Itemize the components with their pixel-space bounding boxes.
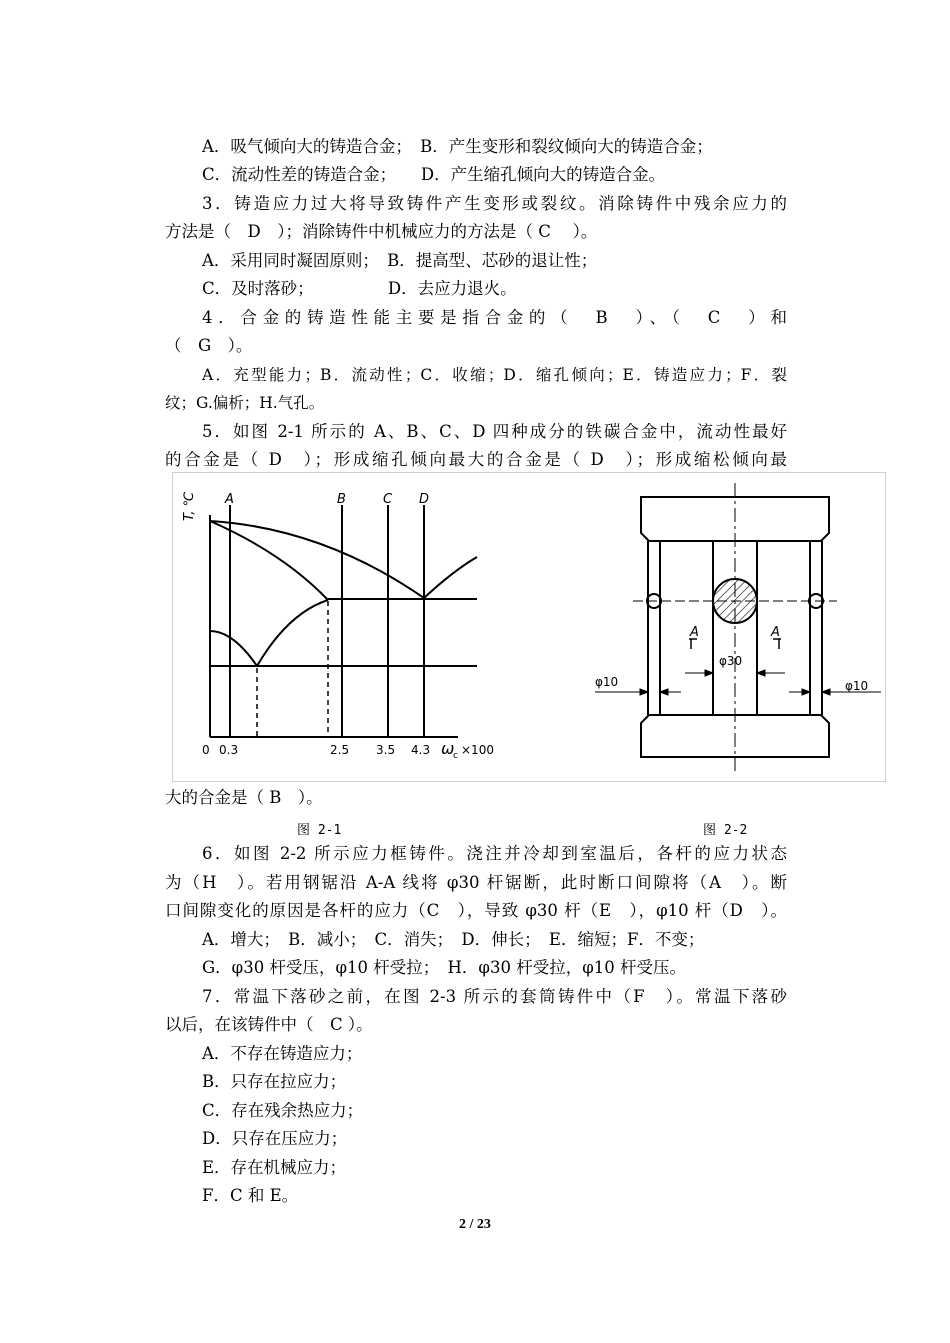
solvus-right [257,600,328,666]
label-D: D [419,492,430,507]
figure-2-2-caption: 图 2-2 [703,823,748,838]
y-axis-label: T, ℃ [182,491,197,521]
tick-2.5: 2.5 [330,743,350,757]
question-7-line1: 7．常温下落砂之前，在图 2-3 所示的套筒铸件中（F ）。常温下落砂 [202,987,787,1006]
question-4-line2: （ G ）。 [165,336,253,355]
x-axis-label: ω [441,739,455,758]
section-label-right: A [771,625,780,640]
section-label-left: A [690,625,699,640]
question-6-line1: 6．如图 2-2 所示应力框铸件。浇注并冷却到室温后，各杆的应力状态 [202,844,787,863]
question-5-line2: 的合金是（ D ）；形成缩孔倾向最大的合金是（ D ）；形成缩松倾向最 [165,450,787,469]
option-q7-b: B．只存在拉应力； [202,1072,347,1091]
tick-4.3: 4.3 [411,743,431,757]
options-q6-line2: G．φ30 杆受压，φ10 杆受拉； H．φ30 杆受拉，φ10 杆受压。 [202,958,686,977]
option-q7-f: F．C 和 E。 [202,1186,299,1205]
label-B: B [337,492,346,507]
question-7-line2: 以后，在该铸件中（ C ）。 [165,1015,373,1034]
option-q7-c: C．存在残余热应力； [202,1101,364,1120]
x-axis-subscript: c [453,751,458,761]
question-5-line3: 大的合金是（ B ）。 [165,788,323,807]
option-q7-e: E．存在机械应力； [202,1158,347,1177]
dim-phi10-left: φ10 [595,675,619,689]
options-q2-line1: A．吸气倾向大的铸造合金； B．产生变形和裂纹倾向大的铸造合金； [202,137,713,156]
options-q3-line2: C．及时落砂； D．去应力退火。 [202,279,517,298]
options-q2-line2: C．流动性差的铸造合金； D．产生缩孔倾向大的铸造合金。 [202,165,666,184]
options-q4-line1: A．充型能力；B．流动性；C．收缩；D．缩孔倾向；E．铸造应力；F．裂 [202,366,787,384]
solvus-left [210,631,257,666]
question-4-line1: 4．合金的铸造性能主要是指合金的（ B ）、（ C ）和 [202,308,787,327]
liquidus-curve [210,521,477,598]
label-A: A [225,492,234,507]
page-number: 2 / 23 [459,1217,491,1232]
option-q7-a: A．不存在铸造应力； [202,1044,363,1063]
tick-0.3: 0.3 [219,743,239,757]
option-q7-d: D．只存在压应力； [202,1129,348,1148]
question-5-line1: 5．如图 2-1 所示的 A、B、C、D 四种成分的铁碳合金中，流动性最好 [202,422,787,441]
options-q6-line1: A．增大； B．减小； C．消失； D．伸长； E．缩短；F．不变； [202,930,705,949]
options-q4-line2: 纹；G.偏析；H.气孔。 [165,394,325,412]
label-C: C [383,492,393,507]
options-q3-line1: A．采用同时凝固原则； B．提高型、芯砂的退让性； [202,251,598,270]
fe-c-phase-diagram [173,473,503,781]
tick-0: 0 [202,743,210,757]
liquidus-left-branch [210,521,328,600]
figure-panel [172,472,886,782]
dim-phi30: φ30 [719,654,743,668]
question-3-line2: 方法是（ D ）；消除铸件中机械应力的方法是（ C ）。 [165,222,598,241]
question-6-line3: 口间隙变化的原因是各杆的应力（C ），导致 φ30 杆（E ），φ10 杆（D ）。 [165,901,787,920]
stress-frame-drawing [573,473,885,781]
figure-2-1-caption: 图 2-1 [297,823,342,838]
question-3-line1: 3．铸造应力过大将导致铸件产生变形或裂纹。消除铸件中残余应力的 [202,194,787,213]
question-6-line2: 为（H ）。若用钢锯沿 A-A 线将 φ30 杆锯断，此时断口间隙将（A ）。断 [165,873,787,892]
tick-3.5: 3.5 [376,743,396,757]
x-axis-suffix: ×100 [461,743,494,757]
dim-phi10-right: φ10 [845,679,869,693]
